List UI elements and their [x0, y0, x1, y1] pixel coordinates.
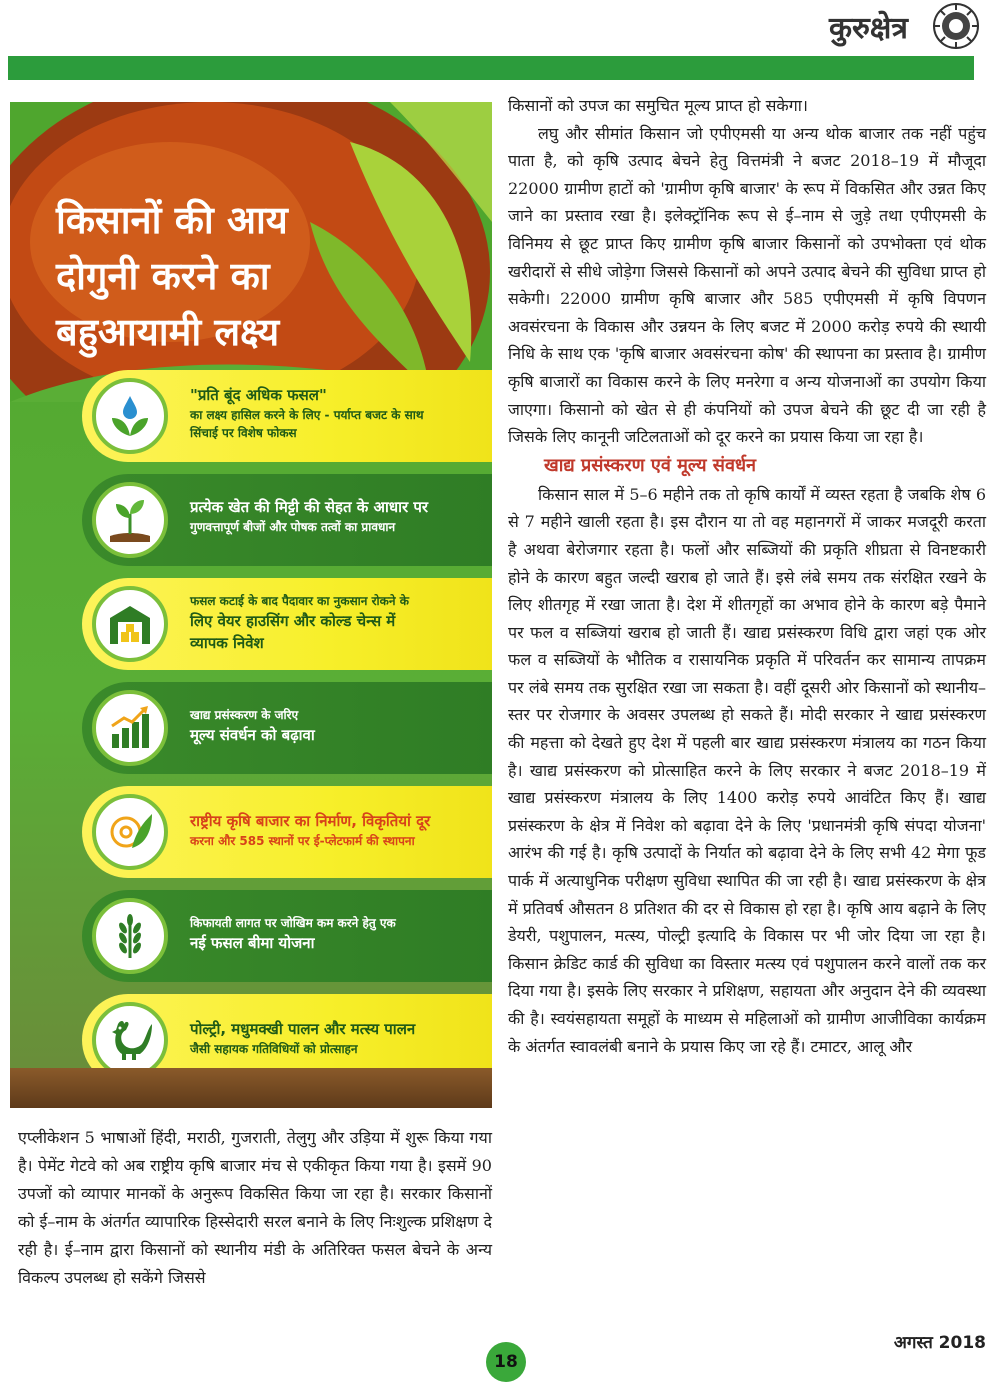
bar-chart-growth-icon: [106, 704, 154, 752]
masthead: [780, 2, 980, 52]
item-5-line-2: करना और 585 स्थानों पर ई-प्लेटफार्म की स्थापना: [190, 834, 415, 848]
item-1-line-2: का लक्ष्य हासिल करने के लिए - पर्याप्त बजट के साथ: [190, 408, 424, 422]
at-leaf-icon: [106, 808, 154, 856]
issue-date: अगस्त 2018: [893, 1333, 986, 1353]
item-7-line-1: पोल्ट्री, मधुमक्खी पालन और मत्स्य पालन: [190, 1020, 416, 1038]
item-3-line-1: फसल कटाई के बाद पैदावार का नुकसान रोकने के: [190, 594, 409, 608]
item-1-line-1: "प्रति बूंद अधिक फसल": [190, 386, 327, 404]
infographic-header: [10, 102, 492, 402]
item-7-line-2: जैसी सहायक गतिविधियों को प्रोत्साहन: [190, 1042, 358, 1056]
item-2-line-1: प्रत्येक खेत की मिट्टी की सेहत के आधार पर: [190, 498, 428, 516]
water-drop-plant-icon: [106, 392, 154, 440]
magazine-name: कुरुक्षेत्र: [828, 11, 908, 46]
title-line-1: किसानों की आय: [56, 198, 288, 242]
right-column-text: [508, 92, 986, 1060]
title-line-3: बहुआयामी लक्ष्य: [56, 310, 280, 354]
header-green-bar: [8, 56, 974, 80]
infographic-title: [56, 192, 416, 360]
info-item-national-market: [82, 786, 492, 878]
item-4-line-1: खाद्य प्रसंस्करण के जरिए: [190, 708, 299, 722]
right-paragraph-1: लघु और सीमांत किसान जो एपीएमसी या अन्य थोक बाजार तक नहीं पहुंच पाता है, को कृषि उत्पाद बेचने हेतु वित्तमंत्री ने बजट 2018–19 में मौजूदा 22000 ग्रामीण हाटों को 'ग्रामीण कृषि बाजार' के रूप में विकसित और उन्नत किए जाने का प्रस्ताव रखा है। इलेक्ट्रॉनिक रूप से ई–नाम से जुड़े तथा एपीएमसी के विनिमय से छूट प्राप्त किए ग्रामीण कृषि बाजार किसानों को उपभोक्ता एवं थोक खरीदारों से सीधे जोड़ेगा जिससे किसानों को अपने उत्पाद बेचने की सुविधा प्राप्त हो सकेगी। 22000 ग्रामीण कृषि बाजार और 585 एपीएमसी में कृषि विपणन अवसंरचना के विकास और उन्नयन के लिए बजट में 2000 करोड़ रुपये की स्थायी निधि के साथ एक 'कृषि बाजार अवसंरचना कोष' की स्थापना का प्रस्ताव है। ग्रामीण कृषि बाजारों का विकास करने के लिए मनरेगा व अन्य योजनाओं का उपयोग किया जाएगा। किसानो को खेत से ही कंपनियों को उपज बेचने की छूट दी जा रही है जिसके लिए कानूनी जटिलताओं को दूर करने का प्रयास किया जा रहा है।: [508, 123, 986, 447]
info-item-warehousing: [82, 578, 492, 670]
item-4-line-2: मूल्य संवर्धन को बढ़ावा: [190, 726, 315, 744]
item-3-line-3: व्यापक निवेश: [190, 634, 264, 652]
wheat-icon: [106, 912, 154, 960]
info-item-crop-insurance: [82, 890, 492, 982]
soil-strip: [10, 1068, 492, 1108]
info-item-soil-health: [82, 474, 492, 566]
infographic-panel: [10, 102, 492, 1108]
warehouse-icon: [106, 600, 154, 648]
item-2-line-2: गुणवत्तापूर्ण बीजों और पोषक तत्वों का प्रावधान: [190, 520, 396, 534]
item-3-line-2: लिए वेयर हाउसिंग और कोल्ड चेन्स में: [190, 612, 396, 630]
left-column-text: [18, 1124, 492, 1292]
title-line-2: दोगुनी करने का: [56, 254, 270, 298]
info-item-food-processing: [82, 682, 492, 774]
right-paragraph-0: किसानों को उपज का समुचित मूल्य प्राप्त हो सकेगा।: [508, 96, 808, 115]
right-paragraph-2: किसान साल में 5–6 महीने तक तो कृषि कार्यों में व्यस्त रहता है जबकि शेष 6 से 7 महीने खाली रहता है। इस दौरान या तो वह महानगरों में जाकर मजदूरी करता है अथवा बेरोजगार रहता है। फलों और सब्जियों की प्रकृति शीघ्रता से विनष्टकारी होने के कारण बहुत जल्दी खराब हो जाते हैं। इसे लंबे समय तक संरक्षित रखने के लिए शीतगृह में रखा जाता है। देश में शीतगृहों का अभाव होने के कारण बड़े पैमाने पर फल व सब्जियां खराब हो जाती हैं। खाद्य प्रसंस्करण विधि द्वारा जहां एक ओर फल व सब्जियों के भौतिक व रासायनिक प्रकृति में परिवर्तन कर सामान्य तापक्रम पर लंबे समय तक सुरक्षित रखा जा सकता है। वहीं दूसरी ओर किसानों को स्थानीय–स्तर पर रोजगार के अवसर उपलब्ध हो सकते हैं। मोदी सरकार ने खाद्य प्रसंस्करण की महत्ता को देखते हुए देश में पहली बार खाद्य प्रसंस्करण मंत्रालय का गठन किया है। खाद्य प्रसंस्करण को प्रोत्साहित करने के लिए सरकार ने बजट 2018–19 में खाद्य प्रसंस्करण मंत्रालय के लिए 1400 करोड़ रुपये आवंटित किए हैं। खाद्य प्रसंस्करण के क्षेत्र में निवेश को बढ़ावा देने के लिए 'प्रधानमंत्री कृषि संपदा योजना' आरंभ की गई है। कृषि उत्पादों के निर्यात को बढ़ावा देने के लिए सभी 42 मेगा फूड पार्क में अत्याधुनिक परीक्षण सुविधा स्थापित की जा रही है। खाद्य प्रसंस्करण के क्षेत्र में प्रतिवर्ष औसतन 8 प्रतिशत की दर से विकास हो रहा है। कृषि आय बढ़ाने के लिए डेयरी, पशुपालन, मत्स्य, पोल्ट्री इत्यादि के विकास पर भी जोर दिया जा रहा है। किसान क्रेडिट कार्ड की सुविधा का विस्तार मत्स्य एवं पशुपालन करने वालों तक कर दिया गया है। इसके लिए सरकार ने प्रशिक्षण, सहायता और अनुदान देने की व्यवस्था की है। स्वयंसहायता समूहों के माध्यम से महिलाओं को ग्रामीण आजीविका कार्यक्रम के अंतर्गत स्वावलंबी बनाने के प्रयास किए जा रहे हैं। टमाटर, आलू और: [508, 484, 986, 1056]
item-5-line-1: राष्ट्रीय कृषि बाजार का निर्माण, विकृतियां दूर: [190, 812, 431, 830]
section-heading: खाद्य प्रसंस्करण एवं मूल्य संवर्धन: [544, 454, 757, 476]
left-paragraph: एप्लीकेशन 5 भाषाओं हिंदी, मराठी, गुजराती, तेलुगु और उड़िया में शुरू किया गया है। पेमेंट गेटवे को अब राष्ट्रीय कृषि बाजार मंच से एकीकृत किया गया है। इसमें 90 उपजों को व्यापार मानकों के अनुरूप विकसित किया जा रहा है। सरकार किसानों को ई–नाम के अंतर्गत व्यापारिक हिस्सेदारी सरल बनाने के लिए निःशुल्क प्रशिक्षण दे रही है। ई–नाम द्वारा किसानों को स्थानीय मंडी के अतिरिक्त फसल बेचने के अन्य विकल्प उपलब्ध हो सकेंगे जिससे: [18, 1128, 492, 1287]
rooster-icon: [106, 1016, 154, 1064]
seedling-icon: [106, 496, 154, 544]
item-1-line-3: सिंचाई पर विशेष फोकस: [190, 426, 297, 440]
magazine-logo-icon: [932, 2, 980, 50]
page-number: 18: [486, 1342, 526, 1382]
item-6-line-1: किफायती लागत पर जोखिम कम करने हेतु एक: [190, 916, 396, 930]
item-6-line-2: नई फसल बीमा योजना: [190, 934, 315, 952]
info-item-irrigation: [82, 370, 492, 462]
